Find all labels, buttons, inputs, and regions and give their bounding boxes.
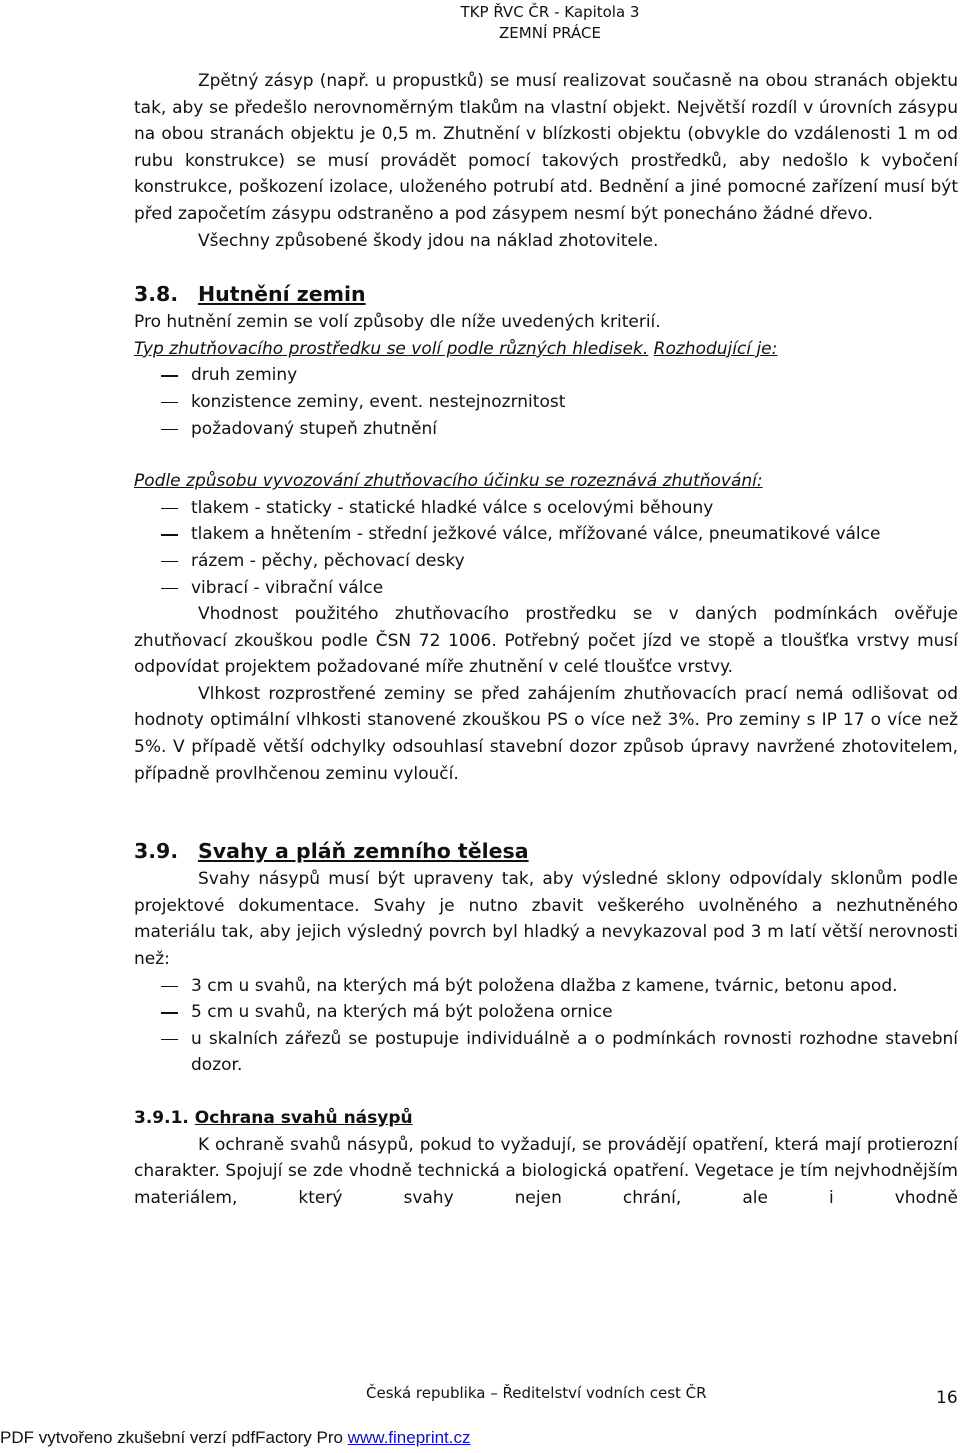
section-number: 3.8. (134, 282, 179, 307)
header-chapter: ZEMNÍ PRÁCE (499, 24, 601, 42)
criteria-list (134, 362, 958, 442)
paragraph-tool-choice: Typ zhutňovacího prostředku se volí podle různých hledisek. Rozhodující je: (134, 338, 778, 359)
list-item: rázem - pěchy, pěchovací desky (134, 548, 958, 575)
section-number: 3.9. (134, 839, 179, 864)
document-body (134, 68, 958, 1211)
methods-list (134, 495, 958, 601)
tolerances-list (134, 973, 958, 1079)
list-item: u skalních zářezů se postupuje individuálně a o podmínkách rovnosti rozhodne stavební dozor. (134, 1026, 958, 1079)
fineprint-link[interactable]: www.fineprint.cz (347, 1428, 471, 1447)
list-item: 3 cm u svahů, na kterých má být položena dlažba z kamene, tvárnic, betonu apod. (134, 973, 958, 1000)
section-title: Hutnění zemin (198, 282, 366, 307)
list-item: druh zeminy (134, 362, 958, 389)
page-footer: Česká republika – Ředitelství vodních cest ČR (366, 1384, 707, 1402)
list-item: vibrací - vibrační válce (134, 575, 958, 602)
paragraph-method-intro: Podle způsobu vyvozování zhutňovacího účinku se rozeznává zhutňování: (134, 471, 763, 492)
paragraph-protection: K ochraně svahů násypů, pokud to vyžadují, se provádějí opatření, která mají protierozní charakter. Spojují se zde vhodně technická a biologická opatření. Vegetace je tím nejvhodnějším materiálem, který svahy nejen chrání, ale i vhodně (134, 1134, 958, 1208)
list-item: konzistence zeminy, event. nestejnozrnitost (134, 389, 958, 416)
section-number: 3.9.1. (134, 1108, 189, 1128)
pdf-watermark: PDF vytvořeno zkušební verzí pdfFactory Pro www.fineprint.cz (0, 1428, 471, 1447)
section-heading-3-9-1 (134, 1105, 958, 1132)
list-item: požadovaný stupeň zhutnění (134, 416, 958, 443)
paragraph-moisture: Vlhkost rozprostřené zeminy se před zahájením zhutňovacích prací nemá odlišovat od hodnoty optimální vlhkosti stanovené zkouškou PS o více než 3%. Pro zeminy s IP 17 o více než 5%. V případě větší odchylky odsouhlasí stavební dozor způsob úpravy navržené zhotovitelem, případně provlhčenou zeminu vyloučí. (134, 683, 958, 784)
paragraph-methods: Pro hutnění zemin se volí způsoby dle níže uvedených kriterií. (134, 312, 661, 333)
list-item: 5 cm u svahů, na kterých má být položena ornice (134, 999, 958, 1026)
paragraph-backfill: Zpětný zásyp (např. u propustků) se musí realizovat současně na obou stranách objektu tak, aby se předešlo nerovnoměrným tlakům na vlastní objekt. Největší rozdíl v úrovních zásypu na obou stranách objektu je 0,5 m. Zhutnění v blízkosti objektu (obvykle do vzdálenosti 1 m od rubu konstrukce) se musí provádět pomocí takových prostředků, aby nedošlo k vybočení konstrukce, poškození izolace, uloženého potrubí atd. Bednění a jiné pomocné zařízení musí být před započetím zásypu odstraněno a pod zásypem nesmí být ponecháno žádné dřevo. (134, 71, 958, 224)
page-number: 16 (936, 1388, 958, 1408)
page-header (456, 2, 644, 44)
section-heading-3-8 (134, 279, 958, 309)
section-heading-3-9 (134, 836, 958, 866)
list-item: tlakem - staticky - statické hladké válce s ocelovými běhouny (134, 495, 958, 522)
paragraph-suitability: Vhodnost použitého zhutňovacího prostředku se v daných podmínkách ověřuje zhutňovací zkouškou podle ČSN 72 1006. Potřebný počet jízd ve stopě a tloušťka vrstvy musí odpovídat projektem požadované míře zhutnění v celé tloušťce vrstvy. (134, 604, 958, 678)
header-title: TKP ŘVC ČR - Kapitola 3 (460, 3, 640, 21)
list-item: tlakem a hnětením - střední ježkové válce, mřížované válce, pneumatikové válce (134, 521, 958, 548)
paragraph-slopes: Svahy násypů musí být upraveny tak, aby výsledné sklony odpovídaly sklonům podle projektové dokumentace. Svahy je nutno zbavit veškerého uvolněného a nezhutněného materiálu tak, aby jejich výsledný povrch byl hladký a nevykazoval pod 3 m latí větší nerovnosti než: (134, 869, 958, 970)
section-title: Ochrana svahů násypů (194, 1108, 413, 1128)
paragraph-damages: Všechny způsobené škody jdou na náklad zhotovitele. (198, 230, 659, 251)
section-title: Svahy a pláň zemního tělesa (198, 839, 529, 864)
